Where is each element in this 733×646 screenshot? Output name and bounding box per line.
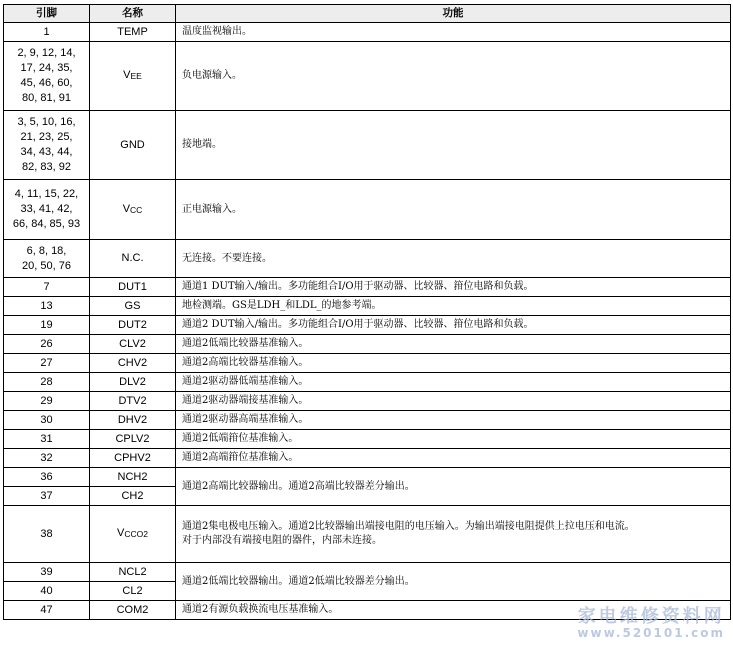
pin-cell: 31 bbox=[4, 430, 90, 449]
pin-cell: 1 bbox=[4, 23, 90, 42]
pin-line: 34, 43, 44, bbox=[20, 146, 73, 158]
table-row bbox=[4, 411, 731, 430]
table-row bbox=[4, 180, 731, 240]
name-cell: GND bbox=[90, 111, 176, 180]
function-cell: 无连接。不要连接。 bbox=[176, 240, 731, 278]
pin-line: 6, 8, 18, bbox=[26, 244, 67, 257]
header-pin: 引脚 bbox=[4, 5, 90, 23]
pin-line: 21, 23, 25, bbox=[20, 131, 73, 143]
table-row bbox=[4, 449, 731, 468]
table-header-row bbox=[4, 5, 731, 23]
pin-cell: 13 bbox=[4, 297, 90, 316]
pin-line: 66, 84, 85, 93 bbox=[12, 218, 81, 230]
name-main: V bbox=[123, 69, 131, 81]
name-cell: NCL2 bbox=[90, 563, 176, 582]
table-row bbox=[4, 23, 731, 42]
pin-line: 2, 9, 12, 14, bbox=[17, 47, 76, 59]
table-row bbox=[4, 468, 731, 487]
function-line: 对于内部没有端接电阻的器件，内部未连接。 bbox=[182, 535, 382, 546]
function-cell: 通道2高端比较器基准输入。 bbox=[176, 354, 731, 373]
table-row bbox=[4, 297, 731, 316]
table-row bbox=[4, 601, 731, 620]
pin-line: 3, 5, 10, 16, bbox=[17, 116, 76, 128]
pin-line: 45, 46, 60, bbox=[20, 77, 73, 89]
pin-cell: 30 bbox=[4, 411, 90, 430]
name-cell bbox=[90, 42, 176, 111]
pin-cell: 7 bbox=[4, 278, 90, 297]
pin-cell: 38 bbox=[4, 506, 90, 563]
pin-cell: 36 bbox=[4, 468, 90, 487]
name-cell: GS bbox=[90, 297, 176, 316]
name-cell: NCH2 bbox=[90, 468, 176, 487]
pin-function-table bbox=[3, 4, 731, 620]
pin-cell bbox=[4, 111, 90, 180]
name-subscript: CCO2 bbox=[124, 529, 148, 539]
pin-line: 20, 50, 76 bbox=[22, 259, 71, 272]
pin-cell bbox=[4, 240, 90, 278]
watermark-url: www.520101.com bbox=[577, 626, 725, 640]
name-cell bbox=[90, 506, 176, 563]
pin-cell bbox=[4, 42, 90, 111]
table-row bbox=[4, 563, 731, 582]
function-cell: 负电源输入。 bbox=[176, 42, 731, 111]
pin-cell: 26 bbox=[4, 335, 90, 354]
pin-cell: 40 bbox=[4, 582, 90, 601]
function-cell: 接地端。 bbox=[176, 111, 731, 180]
table-row bbox=[4, 392, 731, 411]
name-cell: DUT2 bbox=[90, 316, 176, 335]
pin-line: 17, 24, 35, bbox=[20, 62, 73, 74]
name-cell: DHV2 bbox=[90, 411, 176, 430]
header-name: 名称 bbox=[90, 5, 176, 23]
name-cell: DLV2 bbox=[90, 373, 176, 392]
pin-cell: 29 bbox=[4, 392, 90, 411]
pin-cell: 47 bbox=[4, 601, 90, 620]
function-cell: 通道2驱动器端接基准输入。 bbox=[176, 392, 731, 411]
name-cell: CPLV2 bbox=[90, 430, 176, 449]
table-row bbox=[4, 335, 731, 354]
header-function: 功能 bbox=[176, 5, 731, 23]
name-main: V bbox=[117, 527, 125, 539]
pin-line: 80, 81, 91 bbox=[22, 92, 71, 104]
name-cell: CLV2 bbox=[90, 335, 176, 354]
name-main: V bbox=[122, 202, 131, 215]
name-cell: CL2 bbox=[90, 582, 176, 601]
name-subscript: CC bbox=[130, 204, 143, 215]
table-row bbox=[4, 506, 731, 563]
pin-line: 33, 41, 42, bbox=[20, 203, 73, 215]
function-cell: 温度监视输出。 bbox=[176, 23, 731, 42]
name-subscript: EE bbox=[130, 71, 142, 81]
name-cell: TEMP bbox=[90, 23, 176, 42]
name-cell bbox=[90, 180, 176, 240]
function-line: 通道2集电极电压输入。通道2比较器输出端接电阻的电压输入。为输出端接电阻提供上拉电压和电流。 bbox=[182, 521, 635, 532]
pin-line: 82, 83, 92 bbox=[22, 161, 71, 173]
pin-cell: 27 bbox=[4, 354, 90, 373]
pin-line: 4, 11, 15, 22, bbox=[14, 188, 79, 200]
table-row bbox=[4, 240, 731, 278]
function-cell: 正电源输入。 bbox=[176, 180, 731, 240]
name-cell: CHV2 bbox=[90, 354, 176, 373]
name-cell: COM2 bbox=[90, 601, 176, 620]
function-cell: 通道2驱动器低端基准输入。 bbox=[176, 373, 731, 392]
pin-cell bbox=[4, 180, 90, 240]
function-cell: 通道2高端箝位基准输入。 bbox=[176, 449, 731, 468]
name-cell: CH2 bbox=[90, 487, 176, 506]
pin-cell: 39 bbox=[4, 563, 90, 582]
function-cell bbox=[176, 506, 731, 563]
function-cell: 地检测端。GS是LDH_和LDL_的地参考端。 bbox=[176, 297, 731, 316]
table-row bbox=[4, 354, 731, 373]
table-row bbox=[4, 278, 731, 297]
table-row bbox=[4, 430, 731, 449]
function-cell: 通道2驱动器高端基准输入。 bbox=[176, 411, 731, 430]
function-cell: 通道2低端箝位基准输入。 bbox=[176, 430, 731, 449]
pin-cell: 19 bbox=[4, 316, 90, 335]
name-cell: DTV2 bbox=[90, 392, 176, 411]
table-row bbox=[4, 316, 731, 335]
pin-cell: 32 bbox=[4, 449, 90, 468]
function-cell: 通道2低端比较器基准输入。 bbox=[176, 335, 731, 354]
name-cell: N.C. bbox=[90, 240, 176, 278]
function-cell: 通道2有源负载换流电压基准输入。 bbox=[176, 601, 731, 620]
table-row bbox=[4, 373, 731, 392]
watermark-title: 家电维修资料网 bbox=[577, 606, 725, 627]
function-cell: 通道2低端比较器输出。通道2低端比较器差分输出。 bbox=[176, 563, 731, 601]
table-row bbox=[4, 111, 731, 180]
function-cell: 通道2高端比较器输出。通道2高端比较器差分输出。 bbox=[176, 468, 731, 506]
name-cell: CPHV2 bbox=[90, 449, 176, 468]
table-row bbox=[4, 42, 731, 111]
name-cell: DUT1 bbox=[90, 278, 176, 297]
function-cell: 通道1 DUT输入/输出。多功能组合I/O用于驱动器、比较器、箝位电路和负载。 bbox=[176, 278, 731, 297]
pin-cell: 28 bbox=[4, 373, 90, 392]
pin-cell: 37 bbox=[4, 487, 90, 506]
function-cell: 通道2 DUT输入/输出。多功能组合I/O用于驱动器、比较器、箝位电路和负载。 bbox=[176, 316, 731, 335]
